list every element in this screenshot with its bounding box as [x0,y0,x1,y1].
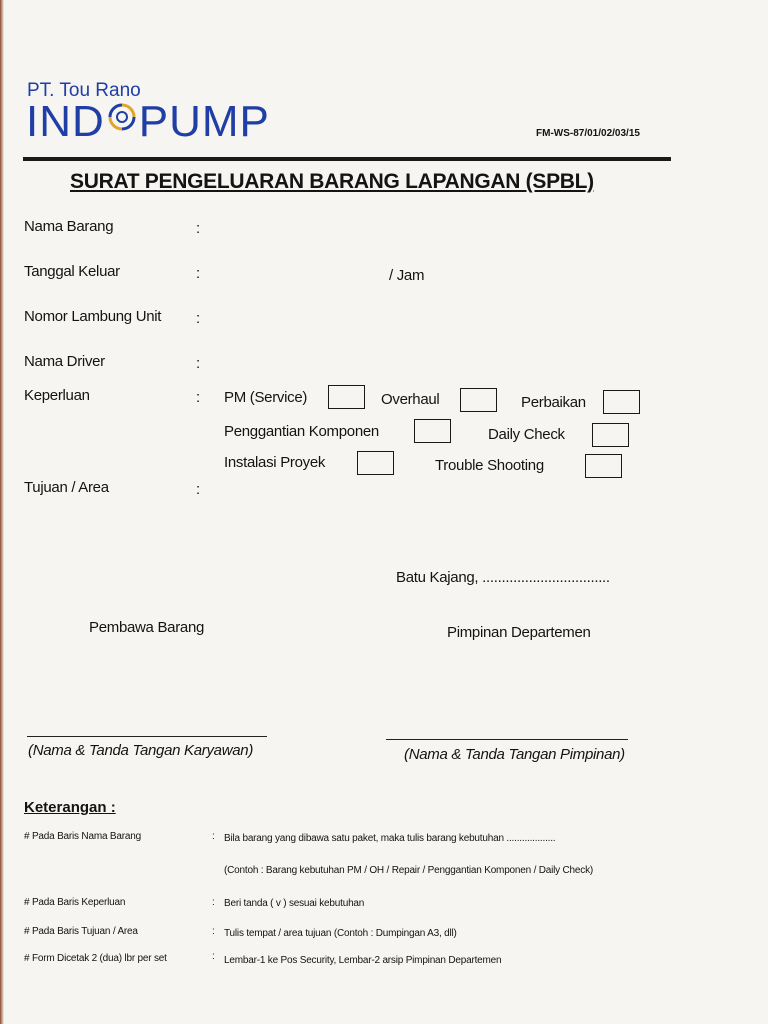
checkbox-perbaikan[interactable] [603,390,640,414]
form-code: FM-WS-87/01/02/03/15 [536,128,640,139]
logo-swirl-icon [107,102,137,132]
note-text: Tulis tempat / area tujuan (Contoh : Dumpingan A3, dll) [224,928,457,939]
paper-edge-shadow [0,0,4,1024]
checkbox-trouble-shooting[interactable] [585,454,622,478]
form-title: SURAT PENGELUARAN BARANG LAPANGAN (SPBL) [70,170,594,193]
label-nama-barang: Nama Barang [24,218,114,235]
colon: : [212,951,215,962]
colon: : [212,926,215,937]
colon: : [196,355,201,372]
signature-line-pimpinan [386,739,628,740]
label-pimpinan-departemen: Pimpinan Departemen [447,624,591,641]
colon: : [196,481,201,498]
note-text: (Contoh : Barang kebutuhan PM / OH / Repair / Penggantian Komponen / Daily Check) [224,865,594,876]
colon: : [196,220,201,237]
header-rule [23,157,671,161]
label-tanggal-keluar: Tanggal Keluar [24,263,120,280]
option-overhaul-label: Overhaul [381,391,440,408]
note-label: # Form Dicetak 2 (dua) lbr per set [24,953,167,964]
logo-text-left: IND [26,97,105,146]
signature-line-karyawan [27,736,267,737]
label-nama-driver: Nama Driver [24,353,105,370]
indopump-logo [26,97,270,146]
company-name: PT. Tou Rano [27,80,141,101]
option-pm-label: PM (Service) [224,389,308,406]
option-instalasi-label: Instalasi Proyek [224,454,326,471]
note-label: # Pada Baris Keperluan [24,897,126,908]
note-text: Bila barang yang dibawa satu paket, maka tulis barang kebutuhan ................... [224,833,556,844]
note-label: # Pada Baris Nama Barang [24,831,141,842]
label-pembawa-barang: Pembawa Barang [89,619,205,636]
option-penggantian-label: Penggantian Komponen [224,423,379,440]
colon: : [212,897,215,908]
caption-karyawan: (Nama & Tanda Tangan Karyawan) [28,742,254,759]
checkbox-daily-check[interactable] [592,423,629,447]
colon: : [196,265,201,282]
option-daily-label: Daily Check [488,426,565,443]
option-trouble-label: Trouble Shooting [435,457,544,474]
label-tujuan: Tujuan / Area [24,479,109,496]
label-keperluan: Keperluan [24,387,90,404]
checkbox-instalasi[interactable] [357,451,394,475]
caption-pimpinan: (Nama & Tanda Tangan Pimpinan) [404,746,625,763]
checkbox-pm[interactable] [328,385,365,409]
keterangan-title: Keterangan : [24,799,116,816]
note-text: Beri tanda ( v ) sesuai kebutuhan [224,898,365,909]
option-perbaikan-label: Perbaikan [521,394,586,411]
note-text: Lembar-1 ke Pos Security, Lembar-2 arsip Pimpinan Departemen [224,955,502,966]
colon: : [212,831,215,842]
label-jam: / Jam [389,267,425,284]
checkbox-overhaul[interactable] [460,388,497,412]
colon: : [196,310,201,327]
label-nomor-lambung: Nomor Lambung Unit [24,308,162,325]
checkbox-penggantian[interactable] [414,419,451,443]
logo-text-right: PUMP [138,97,270,146]
note-label: # Pada Baris Tujuan / Area [24,926,138,937]
place-date: Batu Kajang, ................................. [396,569,610,586]
colon: : [196,389,201,406]
